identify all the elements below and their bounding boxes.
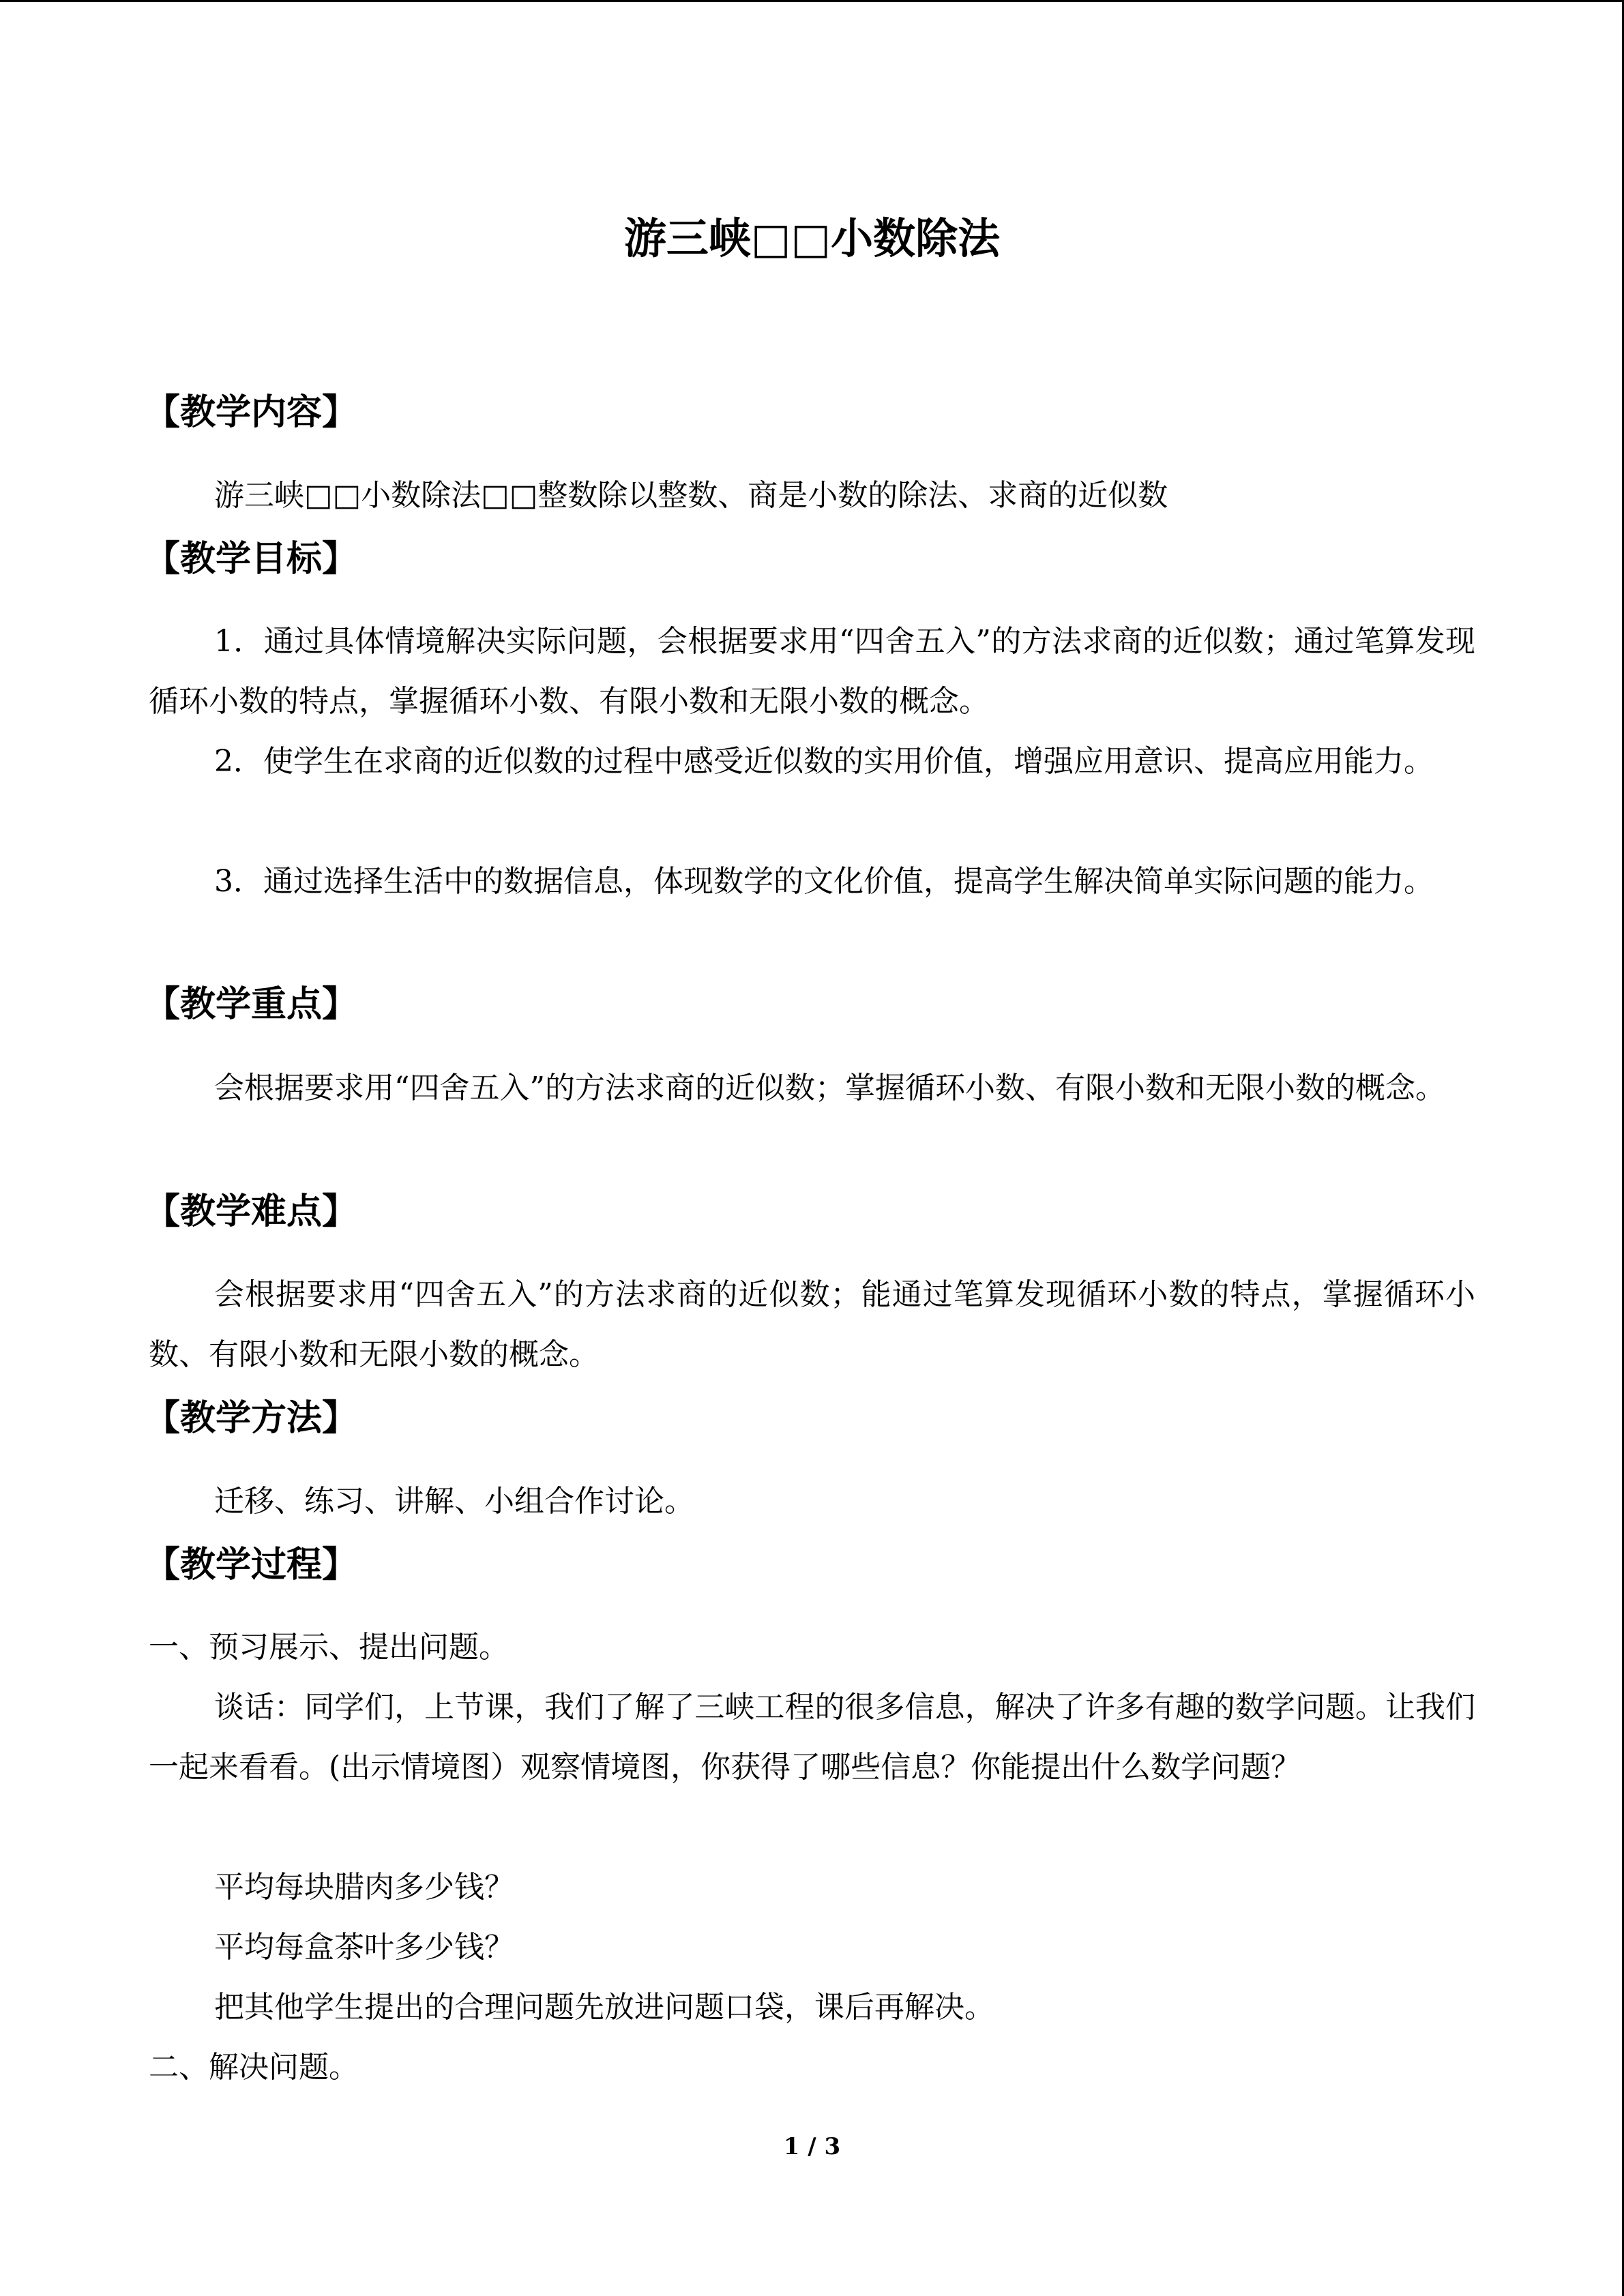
goal-item-3: 3．通过选择生活中的数据信息，体现数学的文化价值，提高学生解决简单实际问题的能力。 [214, 864, 1434, 899]
question-2: 平均每盒茶叶多少钱？ [214, 1930, 514, 1965]
goal-item-2: 2．使学生在求商的近似数的过程中感受近似数的实用价值，增强应用意识、提高应用能力。 [214, 744, 1434, 779]
page-title: 游三峡□□小数除法 [623, 213, 1001, 263]
methods-text: 迁移、练习、讲解、小组合作讨论。 [214, 1484, 694, 1519]
heading-process: 【教学过程】 [145, 1545, 358, 1585]
heading-teaching-content: 【教学内容】 [145, 392, 358, 433]
heading-difficulties: 【教学难点】 [145, 1191, 358, 1232]
goal-item-1: 1．通过具体情境解决实际问题，会根据要求用“四舍五入”的方法求商的近似数；通过笔算发现循环小数的特点，掌握循环小数、有限小数和无限小数的概念。 [149, 624, 1475, 719]
question-1: 平均每块腊肉多少钱？ [214, 1870, 514, 1905]
process-step-2-title: 二、解决问题。 [149, 2050, 359, 2085]
heading-key-points: 【教学重点】 [145, 984, 358, 1025]
key-points-text: 会根据要求用“四舍五入”的方法求商的近似数；掌握循环小数、有限小数和无限小数的概念。 [214, 1071, 1445, 1105]
process-talk: 谈话：同学们，上节课，我们了解了三峡工程的很多信息，解决了许多有趣的数学问题。让我们一起来看看。(出示情境图）观察情境图，你获得了哪些信息？你能提出什么数学问题？ [149, 1690, 1475, 1785]
heading-teaching-goals: 【教学目标】 [145, 539, 358, 580]
page-border-top [0, 0, 1624, 2]
process-note: 把其他学生提出的合理问题先放进问题口袋，课后再解决。 [214, 1990, 994, 2025]
process-step-1-title: 一、预习展示、提出问题。 [149, 1630, 509, 1665]
teaching-content-text: 游三峡□□小数除法□□整数除以整数、商是小数的除法、求商的近似数 [214, 478, 1168, 513]
page-number: 1 / 3 [783, 2133, 841, 2160]
difficulties-text: 会根据要求用“四舍五入”的方法求商的近似数；能通过笔算发现循环小数的特点，掌握循环小数、有限小数和无限小数的概念。 [149, 1277, 1475, 1372]
heading-methods: 【教学方法】 [145, 1398, 358, 1439]
